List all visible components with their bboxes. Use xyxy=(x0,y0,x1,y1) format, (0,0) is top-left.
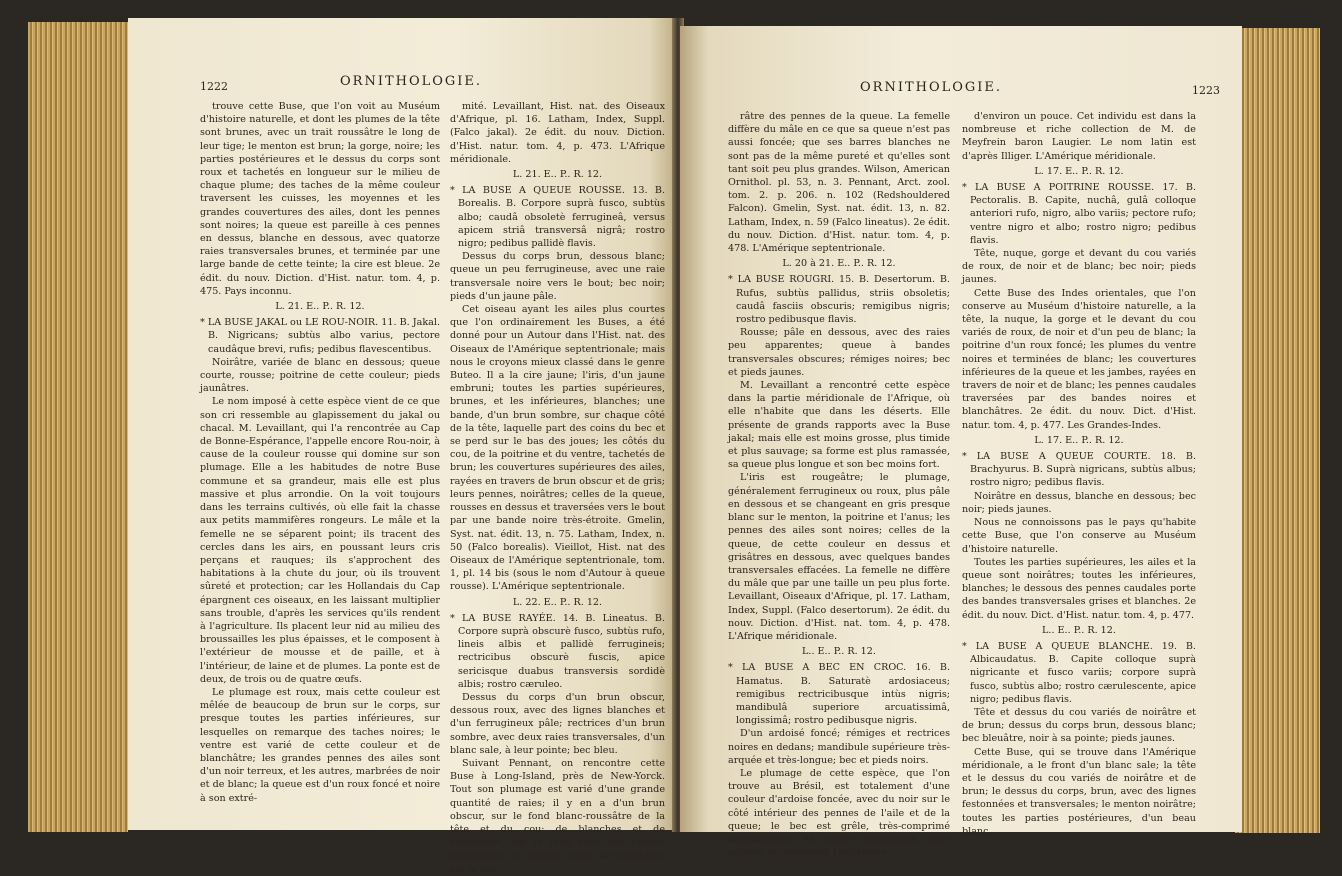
species-entry: * LA BUSE A QUEUE ROUSSE. 13. B. Borealis. B. Corpore suprà fusco, subtùs albo; caudâ obsoletè ferrugineâ, versus apicem striâ transversâ nigrâ; rostro nigro; pedibus pallidè flavis. xyxy=(450,185,665,250)
species-entry: * LA BUSE A POITRINE ROUSSE. 17. B. Pectoralis. B. Capite, nuchâ, gulâ colloque anteriori rufo, nigro, albo variis; pectore rufo; ventre nigro et albo; rostro nigro; pedibus flavis. xyxy=(962,182,1196,246)
measurement-line: L.. E.. P.. R. 12. xyxy=(1042,624,1116,636)
species-entry: * LA BUSE A QUEUE COURTE. 18. B. Brachyurus. B. Suprà nigricans, subtùs albus; rostro nigro; pedibus flavis. xyxy=(962,451,1196,489)
measurement-line: L. 20 à 21. E.. P.. R. 12. xyxy=(782,258,896,270)
paragraph: Toutes les parties supérieures, les ailes et la queue sont noirâtres; toutes les inférieures, blanches; le dessous des pennes caudales porte des bandes transversales grises et blanches. 2e édit. du nouv. Dict. d'Hist. natur. tom. 4, p. 477. xyxy=(962,556,1196,621)
measurement-line: L. 21. E.. P.. R. 12. xyxy=(512,169,603,181)
paragraph: Rousse; pâle en dessous, avec des raies peu apparentes; queue à bandes transversales obscures; rémiges noires; bec et pieds jaunes. xyxy=(728,327,950,378)
paragraph: Le nom imposé à cette espèce vient de ce que son cri ressemble au glapissement du jakal ou chacal. M. Levaillant, qui l'a rencontrée au Cap de Bonne-Espérance, l'appelle encore Rou-noir, à cause de la couleur rousse qui domine sur son plumage. Elle a les habitudes de notre Buse commune et sa grandeur, mais elle est plus massive et plus arrondie. On la voit toujours dans les terrains cultivés, où elle fait la chasse aux petits mammifères rongeurs. Le mâle et la femelle ne se séparent point; ils tracent des cercles dans les airs, en poussant leurs cris perçans et rauques; ils s'approchent des habitations à la chute du jour, où ils trouvent sûreté et protection; car les Hollandais du Cap épargnent ces oiseaux, en les laissant multiplier sans trouble, d'après les services qu'ils rendent à l'agriculture. Ils placent leur nid au milieu des broussailles les plus épaisses, et le composent à l'extérieur de mousse et de paille, et à l'intérieur, de laine et de plumes. La ponte est de deux, de trois ou de quatre œufs. xyxy=(200,396,440,685)
left-column-1 xyxy=(200,100,440,805)
left-page-header: ORNITHOLOGIE. xyxy=(340,74,483,89)
species-entry: * LA BUSE JAKAL ou LE ROU-NOIR. 11. B. Jakal. B. Nigricans; subtùs albo varius, pectore caudâque brevi, rufis; pedibus flavescentibus. xyxy=(200,317,440,355)
left-column-2 xyxy=(450,100,665,876)
species-entry: * LA BUSE A QUEUE BLANCHE. 19. B. Albicaudatus. B. Capite colloque suprà nigricante et fusco variis; corpore suprà fusco, subtùs albo; rostro cærulescente, apice nigro; pedibus flavis. xyxy=(962,640,1196,705)
left-page xyxy=(128,18,676,875)
measurement-line: L. 17. E.. P.. R. 12. xyxy=(1034,434,1124,446)
paragraph: L'iris est rougeâtre; le plumage, généralement ferrugineux ou roux, plus pâle en dessous et se changeant en gris presque blanc sur le menton, la poitrine et l'anus; les pennes des ailes sont noires; celles de la queue, de cette couleur en dessus et grisâtres en dessous, avec quelques bandes transversales effacées. La femelle ne diffère du mâle que par une taille un peu plus forte. Levaillant, Oiseaux d'Afrique, pl. 17. Latham, Index, Suppl. (Falco desertorum). 2e édit. du nouv. Diction. d'Hist. nat. tom. 4, p. 478. L'Afrique méridionale. xyxy=(728,472,950,642)
paragraph: râtre des pennes de la queue. La femelle diffère du mâle en ce que sa queue n'est pas aussi foncée; que ses barres blanches ne sont pas de la même pureté et qu'elles sont tant soit peu plus grandes. Wilson, American Ornithol. pl. 53, n. 3. Pennant, Arct. zool. tom. 2. p. 206. n. 102 (Redshouldered Falcon). Gmelin, Syst. nat. édit. 13, n. 82. Latham, Index, n. 59 (Falco lineatus). 2e édit. du nouv. Diction. d'Hist. natur. tom. 4, p. 478. L'Amérique septentrionale. xyxy=(728,111,950,255)
paragraph: Dessus du corps d'un brun obscur, dessous roux, avec des lignes blanches et d'un ferrugineux pâle; rectrices d'un brun sombre, avec deux raies transversales, d'un blanc sale, à leur pointe; bec bleu. xyxy=(450,691,665,756)
paragraph: M. Levaillant a rencontré cette espèce dans la partie méridionale de l'Afrique, où elle n'habite que dans les déserts. Elle présente de grands rapports avec la Buse jakal; mais elle est moins grosse, plus timide et plus sauvage; sa forme est plus ramassée, sa queue plus longue et son bec moins fort. xyxy=(728,380,950,471)
right-column-1 xyxy=(728,110,950,859)
left-page-edges xyxy=(28,22,128,832)
left-page-number: 1222 xyxy=(200,80,228,93)
paragraph: Noirâtre en dessus, blanche en dessous; bec noir; pieds jaunes. xyxy=(962,490,1196,515)
measurement-line: L. 17. E.. P.. R. 12. xyxy=(1034,165,1124,177)
paragraph: Cet oiseau ayant les ailes plus courtes que l'on ordinairement les Buses, a été donné pour un Autour dans l'Hist. nat. des Oiseaux de l'Amérique septentrionale; mais nous le croyons mieux classé dans le genre Buteo. Il a la cire jaune; l'iris, d'un jaune embruni; toutes les parties supérieures, brunes, et les inférieures, blanches; une bande, d'un brun sombre, sur chaque côté de la tête, laquelle part des coins du bec et se perd sur le bas des joues; les côtés du cou, de la poitrine et du ventre, tachetés de brun; les couvertures supérieures des ailes, rayées en travers de brun obscur et de gris; leurs pennes, noirâtres; celles de la queue, rousses en dessus et traversées vers le bout par une bande noire très-étroite. Gmelin, Syst. nat. édit. 13, n. 75. Latham, Index, n. 50 (Falco borealis). Vieillot, Hist. nat des Oiseaux de l'Amérique septentrionale, tom. 1, pl. 14 bis (sous le nom d'Autour à queue rousse). L'Amérique septentrionale. xyxy=(450,304,665,593)
measurement-line: L. 21. E.. P.. R. 12. xyxy=(275,301,365,313)
right-page xyxy=(680,26,1242,859)
paragraph: Le plumage est roux, mais cette couleur est mêlée de beaucoup de brun sur le corps, sur presque toutes les parties inférieures, sur lesquelles on remarque des taches noires; le ventre est varié de cette couleur et de blanchâtre; les grandes pennes des ailes sont d'un noir terreux, et les autres, marbrées de noir et de blanc; la queue est d'un roux foncé et noire à son extré- xyxy=(200,686,440,804)
right-page-header: ORNITHOLOGIE. xyxy=(860,80,1003,95)
paragraph: D'un ardoisé foncé; rémiges et rectrices noires en dedans; mandibule supérieure très-arquée et très-longue; bec et pieds noirs. xyxy=(728,728,950,766)
measurement-line: L. 22. E.. P.. R. 12. xyxy=(512,596,603,608)
paragraph: Cette Buse des Indes orientales, que l'on conserve au Muséum d'histoire naturelle, a la tête, la nuque, la gorge et le devant du cou variés de roux, de noir et d'un peu de blanc; la poitrine d'un roux foncé; les plumes du ventre noires et terminées de blanc; les couvertures inférieures de la queue et les jambes, rayées en travers de noir et de blanc; les pennes caudales traversées par des bandes noires et blanchâtres. 2e édit. du nouv. Dict. d'Hist. natur. tom. 4, p. 477. Les Grandes-Indes. xyxy=(962,287,1196,431)
paragraph: Cette Buse, qui se trouve dans l'Amérique méridionale, a le front d'un blanc sale; la tête et le dessus du cou variés de noirâtre et de brun; le dessus du corps, brun, avec des lignes festonnées et transversales; le menton noirâtre; toutes les parties postérieures, d'un beau blanc, xyxy=(962,746,1196,837)
paragraph: Tête et dessus du cou variés de noirâtre et de brun; dessus du corps brun, dessous blanc; bec bleuâtre, noir à sa pointe; pieds jaunes. xyxy=(962,706,1196,745)
paragraph: Tête, nuque, gorge et devant du cou variés de roux, de noir et de blanc; bec noir; pieds jaunes. xyxy=(962,248,1196,286)
species-entry: * LA BUSE ROUGRI. 15. B. Desertorum. B. Rufus, subtùs pallidus, striis obsoletis; caudâ fasciis obscuris; remigibus nigris; rostro pedibusque flavis. xyxy=(728,274,950,326)
right-page-edges xyxy=(1235,28,1320,833)
measurement-line: L.. E.. P.. R. 12. xyxy=(802,646,876,658)
paragraph: Dessus du corps brun, dessous blanc; queue un peu ferrugineuse, avec une raie transversale noire vers le bout; bec noir; pieds d'un jaune pâle. xyxy=(450,251,665,302)
species-entry: * LA BUSE RAYÉE. 14. B. Lineatus. B. Corpore suprà obscurè fusco, subtùs rufo, lineis albis et pallidè ferrugineis; rectricibus obscurè fuscis, apice sericisque duabus transversis sordidè albis; rostro cæruleo. xyxy=(450,612,665,690)
paragraph: trouve cette Buse, que l'on voit au Muséum d'histoire naturelle, et dont les plumes de la tête sont brunes, avec un trait roussâtre le long de leur tige; le menton est brun; la gorge, noire; les parties postérieures et le dessus du corps sont roux et tachetés en longueur sur le milieu de chaque plume; des taches de la même couleur traversent les cuisses, les moyennes et les grandes couvertures des ailes, dont les pennes sont noires; la queue est pareille à ces pennes en dessus, blanche en dessous, avec quatorze raies transversales brunes, et terminée par une large bande de cette teinte; la cire est bleue. 2e édit. du nouv. Diction. d'Hist. natur. tom. 4, p. 475. Pays inconnu. xyxy=(200,101,440,297)
species-entry: * LA BUSE A BEC EN CROC. 16. B. Hamatus. B. Saturatè ardosiaceus; remigibus rectricibusque intùs nigris; mandibulâ superiore arcuatissimâ, longissimâ; rostro pedibusque nigris. xyxy=(728,662,950,727)
paragraph: Nous ne connoissons pas le pays qu'habite cette Buse, que l'on conserve au Muséum d'histoire naturelle. xyxy=(962,517,1196,555)
paragraph: Noirâtre, variée de blanc en dessous; queue courte, rousse; poitrine de cette couleur; pieds jaunâtres. xyxy=(200,356,440,395)
paragraph: mité. Levaillant, Hist. nat. des Oiseaux d'Afrique, pl. 16. Latham, Index, Suppl. (Falco jakal). 2e édit. du nouv. Diction. d'Hist. natur. tom. 4, p. 473. L'Afrique méridionale. xyxy=(450,101,665,165)
right-page-number: 1223 xyxy=(1192,84,1220,97)
paragraph: d'environ un pouce. Cet individu est dans la nombreuse et riche collection de M. de Meyfrein baron Laugier. Le nom latin est d'après Illiger. L'Amérique méridionale. xyxy=(962,111,1196,162)
right-column-2 xyxy=(962,110,1196,838)
paragraph: Suivant Pennant, on rencontre cette Buse à Long-Island, près de New-Yorck. Tout son plumage est varié d'une grande quantité de raies; il y en a d'un brun obscur, sur le fond blanc-roussâtre de la tête et du cou; de blanches et de roussâtres, sur le fond roux des parties inférieures du corps; enfin, de blanches, sur le noi- xyxy=(450,757,665,875)
paragraph: Le plumage de cette espèce, que l'on trouve au Brésil, est totalement d'une couleur d'ardoise foncée, avec du noir sur le côté intérieur des pennes de l'aile et de la queue; le bec est grêle, très-comprimé latéralement; sa partie supérieure très-arquée, et dépassant l'inférieure xyxy=(728,767,950,859)
